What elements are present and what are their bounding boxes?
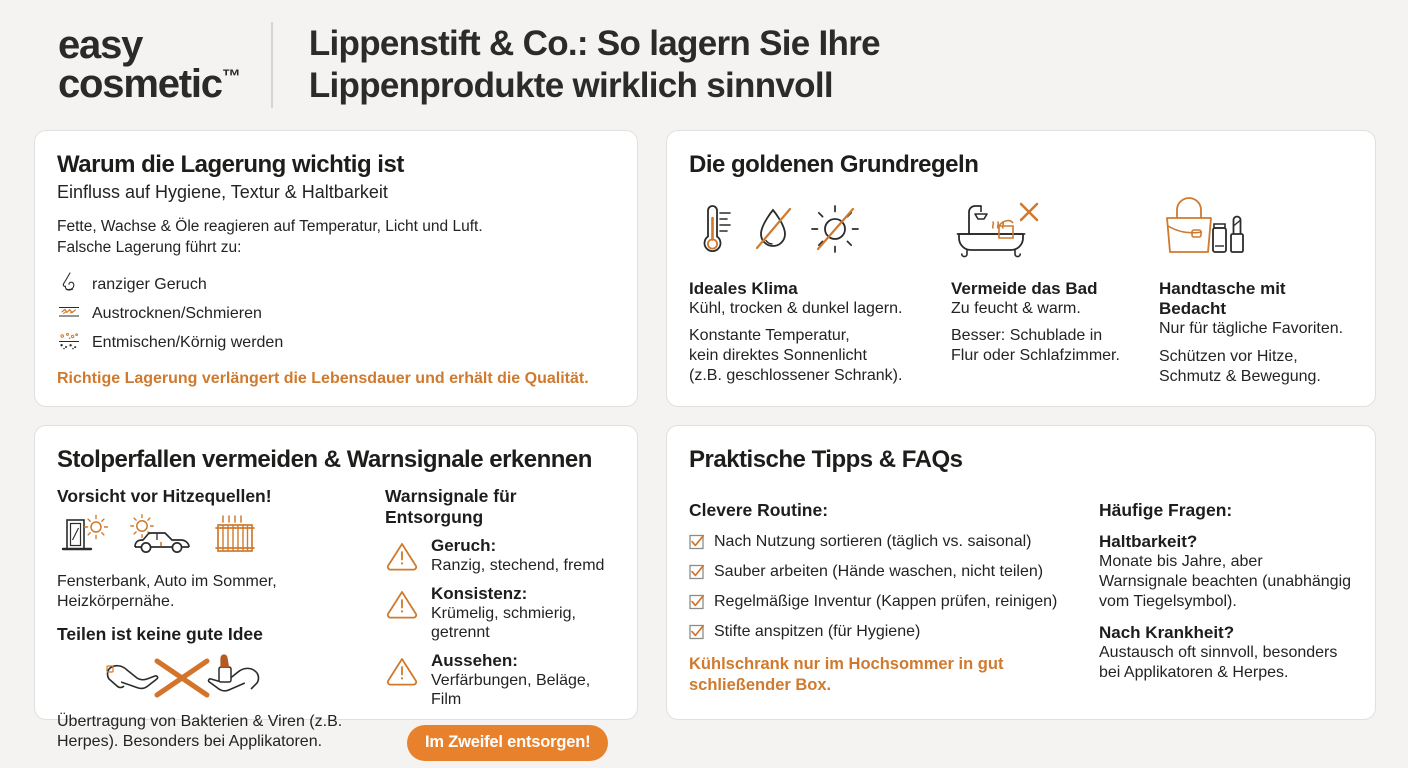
faq-answer-line: bei Applikatoren & Herpes. (1099, 664, 1289, 682)
sharing-note-line-1: Übertragung von Bakterien & Viren (z.B. (57, 712, 343, 730)
handbag-cosmetics-icon (1159, 196, 1255, 265)
routine-item[interactable] (689, 622, 1081, 645)
warning-text (431, 536, 604, 575)
climate-icon-group (689, 201, 951, 265)
faq-answer (1099, 552, 1353, 612)
heat-sources-note (57, 572, 369, 613)
rule-line: Besser: Schublade in (951, 327, 1103, 345)
warning-triangle-icon (385, 655, 419, 690)
header-divider (271, 22, 273, 108)
faq-item (1099, 623, 1353, 683)
routine-item[interactable] (689, 592, 1081, 615)
faq-answer-line: vom Tiegelsymbol). (1099, 592, 1237, 610)
warning-triangle-icon (385, 588, 419, 623)
pitfalls-left-column (57, 486, 369, 761)
heat-note-line-2: Heizkörpernähe. (57, 593, 175, 611)
faq-item (1099, 532, 1353, 612)
card-why-intro (57, 217, 615, 258)
faq-answer (1099, 643, 1353, 683)
faq-head: Häufige Fragen: (1099, 499, 1233, 520)
warnings-head: Warnsignale für Entsorgung (385, 485, 517, 527)
rule-line: Kühl, trocken & dunkel lagern. (689, 299, 903, 317)
routine-head: Clevere Routine: (689, 499, 829, 520)
no-sharing-hands-icon (105, 653, 369, 704)
headline-line-2: Lippenprodukte wirklich sinnvoll (308, 66, 833, 105)
card-rules-title: Die goldenen Grundregeln (689, 151, 979, 178)
warning-item (385, 536, 615, 575)
routine-accent-line-1: Kühlschrank nur im Hochsommer in gut (689, 654, 1004, 673)
card-pitfalls-warnings (34, 425, 638, 751)
rule-line: Schützen vor Hitze, (1159, 347, 1298, 365)
routine-item-label: Nach Nutzung sortieren (täglich vs. saisonal) (714, 532, 1032, 550)
warning-term: Aussehen: (431, 651, 518, 671)
headline-line-1: Lippenstift & Co.: So lagern Sie Ihre (308, 24, 880, 64)
faq-question: Haltbarkeit? (1099, 531, 1198, 551)
grainy-particles-icon (57, 329, 81, 356)
checkbox-checked-icon[interactable] (689, 624, 705, 645)
card-why-storage-matters (34, 130, 638, 407)
rule-line: Schmutz & Bewegung. (1159, 367, 1321, 385)
heat-sources-head: Vorsicht vor Hitzequellen! (57, 485, 272, 506)
warning-term: Geruch: (431, 535, 497, 555)
warnings-list (385, 536, 615, 710)
card-pitfalls-title: Stolperfallen vermeiden & Warnsignale erkennen (57, 446, 592, 473)
handbag-icon-group (1159, 201, 1353, 265)
checkbox-checked-icon[interactable] (689, 534, 705, 555)
routine-accent-line-2: schließender Box. (689, 675, 832, 694)
rule-ideal-climate (689, 201, 951, 387)
sharing-note (57, 712, 369, 753)
warning-term: Konsistenz: (431, 583, 528, 603)
rule-line: Zu feucht & warm. (951, 299, 1081, 317)
rule-avoid-bathroom (951, 201, 1159, 387)
checkbox-checked-icon[interactable] (689, 594, 705, 615)
thermometer-icon (689, 200, 739, 265)
card-why-title: Warum die Lagerung wichtig ist (57, 151, 404, 178)
rules-columns (689, 201, 1353, 387)
warning-item (385, 651, 615, 709)
card-golden-rules (666, 130, 1376, 407)
sharing-head: Teilen ist keine gute Idee (57, 623, 263, 644)
window-sun-icon (61, 514, 113, 563)
rule-line: (z.B. geschlossener Schrank). (689, 367, 903, 385)
brand-line-1: easy (58, 22, 143, 67)
routine-item-label: Regelmäßige Inventur (Kappen prüfen, reinigen) (714, 592, 1058, 610)
rule-head: Ideales Klima (689, 278, 798, 298)
pitfalls-columns (57, 486, 615, 761)
routine-item-label: Stifte anspitzen (für Hygiene) (714, 622, 921, 640)
warning-desc: Ranzig, stechend, fremd (431, 556, 605, 574)
effect-label: ranziger Geruch (92, 275, 207, 293)
rule-line: Flur oder Schlafzimmer. (951, 347, 1120, 365)
rule-handbag (1159, 201, 1353, 387)
no-humidity-icon (749, 200, 799, 265)
routine-item[interactable] (689, 562, 1081, 585)
tips-columns (689, 500, 1353, 696)
heat-icon-group (61, 517, 369, 563)
nose-icon (57, 271, 81, 298)
no-bathroom-icon (951, 196, 1047, 265)
car-sun-icon (129, 514, 193, 563)
faq-question: Nach Krankheit? (1099, 622, 1235, 642)
rule-head: Vermeide das Bad (951, 278, 1098, 298)
routine-item[interactable] (689, 532, 1081, 555)
rule-line: Konstante Temperatur, (689, 327, 850, 345)
warning-text (431, 584, 615, 642)
rule-line: Nur für tägliche Favoriten. (1159, 320, 1344, 338)
effect-item (57, 299, 615, 328)
bathroom-icon-group (951, 201, 1159, 265)
routine-item-label: Sauber arbeiten (Hände waschen, nicht teilen) (714, 562, 1044, 580)
checkbox-checked-icon[interactable] (689, 564, 705, 585)
cracked-surface-icon (57, 300, 81, 327)
warning-desc: Krümelig, schmierig, getrennt (431, 604, 576, 642)
card-why-intro-line-1: Fette, Wachse & Öle reagieren auf Temperatur, Licht und Luft. (57, 218, 483, 236)
sharing-note-line-2: Herpes). Besonders bei Applikatoren. (57, 733, 323, 750)
dispose-when-in-doubt-button[interactable]: Im Zweifel entsorgen! (407, 725, 608, 761)
pitfalls-right-column (385, 486, 615, 761)
effect-label: Austrocknen/Schmieren (92, 304, 262, 322)
effect-item (57, 328, 615, 357)
card-tips-faqs (666, 425, 1376, 720)
card-why-subtitle: Einfluss auf Hygiene, Textur & Haltbarkeit (57, 181, 388, 202)
effect-item (57, 270, 615, 299)
effect-label: Entmischen/Körnig werden (92, 333, 284, 351)
faq-answer-line: Austausch oft sinnvoll, besonders (1099, 644, 1338, 662)
trademark-symbol: ™ (221, 66, 241, 88)
no-sun-icon (809, 200, 863, 265)
brand-logo (58, 22, 241, 106)
page-title (309, 23, 880, 106)
cards-grid (34, 130, 1374, 751)
routine-accent-note (689, 654, 1081, 696)
warning-triangle-icon (385, 540, 419, 575)
radiator-icon (209, 514, 261, 563)
routine-column (689, 500, 1081, 696)
warning-item (385, 584, 615, 642)
rule-line: kein direktes Sonnenlicht (689, 347, 867, 365)
faq-answer-line: Monate bis Jahre, aber (1099, 552, 1263, 570)
page-header (34, 0, 1374, 130)
brand-line-2: cosmetic™ (58, 62, 241, 106)
warning-text (431, 651, 615, 709)
card-why-footnote: Richtige Lagerung verlängert die Lebensdauer und erhält die Qualität. (57, 370, 589, 388)
faq-answer-line: Warnsignale beachten (unabhängig (1099, 572, 1352, 590)
card-why-intro-line-2: Falsche Lagerung führt zu: (57, 238, 242, 256)
faq-column (1099, 500, 1353, 696)
card-tips-title: Praktische Tipps & FAQs (689, 446, 963, 473)
warning-desc: Verfärbungen, Beläge, Film (431, 672, 591, 709)
effects-list (57, 270, 615, 357)
rule-head: Handtasche mit Bedacht (1159, 278, 1286, 318)
heat-note-line-1: Fensterbank, Auto im Sommer, (57, 572, 277, 590)
